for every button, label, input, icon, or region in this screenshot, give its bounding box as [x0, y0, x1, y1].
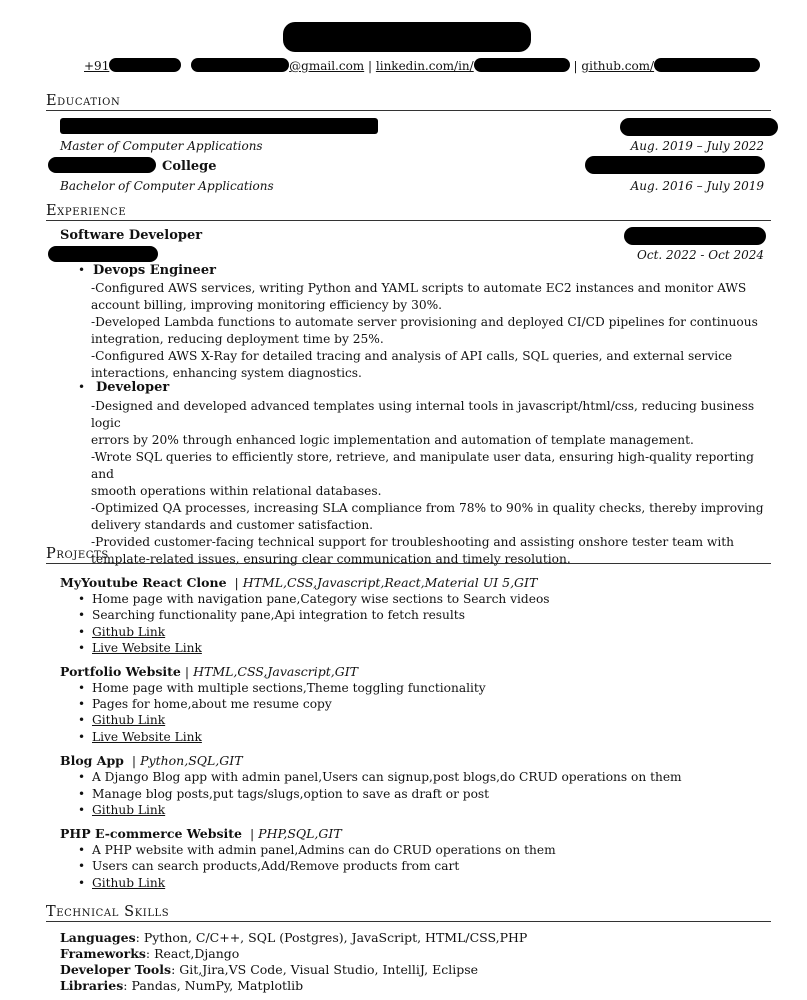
project-tech: HTML,CSS,Javascript,GIT: [193, 664, 359, 679]
education-degree: Bachelor of Computer Applications: [60, 179, 274, 193]
bullet: •: [78, 787, 86, 801]
project-bullet: Searching functionality pane,Api integration to fetch results: [92, 608, 465, 622]
project-name: Blog App: [60, 753, 124, 768]
github-link[interactable]: Github Link: [92, 876, 166, 890]
separator: |: [249, 826, 255, 841]
redacted-company-location: [624, 227, 766, 245]
redacted-university-location: [620, 118, 778, 136]
skill-row: [60, 978, 303, 993]
project-bullet: Manage blog posts,put tags/slugs,option to save as draft or post: [92, 787, 490, 801]
section-title-experience: Experience: [46, 203, 771, 221]
separator: |: [573, 59, 578, 73]
job-description: -Configured AWS services, writing Python and YAML scripts to automate EC2 instances and monitor AWS account billing, improving monitoring efficiency by 30%. -Developed Lambda functions to automate server provisioning and deployed CI/CD pipelines for continuous integration, reducing deployment time by 25%. -Configured AWS X-Ray for detailed tracing and analysis of API calls, SQL queries, and external service interactions, enhancing system diagnostics.: [91, 281, 758, 380]
bullet: •: [78, 592, 86, 606]
bullet: •: [78, 876, 86, 890]
job-title: Software Developer: [60, 228, 203, 243]
redacted-university: [60, 118, 378, 134]
redacted-github: [654, 58, 760, 72]
project-tech: Python,SQL,GIT: [140, 753, 243, 768]
skill-row: [60, 946, 239, 961]
redacted-name: [283, 22, 531, 52]
skill-value: : React,Django: [145, 946, 240, 961]
bullet: •: [78, 625, 86, 639]
section-title-projects: Projects: [46, 546, 771, 564]
skill-value: : Pandas, NumPy, Matplotlib: [123, 978, 304, 993]
redacted-company: [48, 246, 158, 262]
project-name: PHP E-commerce Website: [60, 826, 242, 841]
email-link[interactable]: @gmail.com: [191, 59, 364, 73]
redacted-phone: [109, 58, 181, 72]
education-dates: Aug. 2016 – July 2019: [630, 179, 764, 193]
project-bullet: A PHP website with admin panel,Admins can do CRUD operations on them: [92, 843, 556, 857]
bullet: •: [78, 263, 86, 277]
project-bullet: Users can search products,Add/Remove products from cart: [92, 859, 460, 873]
linkedin-link[interactable]: linkedin.com/in/: [376, 59, 570, 73]
skill-value: : Git,Jira,VS Code, Visual Studio, IntelliJ, Eclipse: [171, 962, 479, 977]
project-name: MyYoutube React Clone: [60, 575, 227, 590]
redacted-email-user: [191, 58, 289, 72]
bullet: •: [78, 681, 86, 695]
live-website-link[interactable]: Live Website Link: [92, 641, 202, 655]
separator: |: [368, 59, 373, 73]
github-link[interactable]: Github Link: [92, 625, 166, 639]
job-dates: Oct. 2022 - Oct 2024: [637, 248, 764, 262]
skill-row: [60, 962, 478, 977]
project-tech: PHP,SQL,GIT: [258, 826, 342, 841]
bullet: •: [78, 730, 86, 744]
phone-link[interactable]: +91: [84, 59, 110, 73]
skill-row: [60, 930, 527, 945]
bullet: •: [78, 713, 86, 727]
redacted-college-location: [585, 156, 765, 174]
skill-label: Languages: [60, 930, 136, 945]
project-bullet: Home page with multiple sections,Theme toggling functionality: [92, 681, 486, 695]
bullet: •: [78, 843, 86, 857]
project-heading: [60, 664, 358, 679]
project-heading: [60, 575, 537, 590]
section-title-education: Education: [46, 93, 771, 111]
bullet: •: [78, 859, 86, 873]
job-description: -Designed and developed advanced templates using internal tools in javascript/html/css, reducing business logic errors by 20% through enhanced logic implementation and automation of template management. -Wrote SQL queries to efficiently store, retrieve, and manipulate user data, ensuring high-quality reporting and smooth operations within relational databases. -Optimized QA processes, increasing SLA compliance from 78% to 90% in quality checks, thereby improving delivery standards and customer satisfaction. -Provided customer-facing technical support for troubleshooting and assisting onshore tester team with template-related issues, ensuring clear communication and timely resolution.: [91, 399, 764, 566]
bullet: •: [78, 641, 86, 655]
skill-label: Libraries: [60, 978, 124, 993]
project-heading: [60, 826, 342, 841]
bullet: •: [78, 608, 86, 622]
education-degree: Master of Computer Applications: [60, 139, 263, 153]
live-website-link[interactable]: Live Website Link: [92, 730, 202, 744]
project-bullet: Home page with navigation pane,Category wise sections to Search videos: [92, 592, 550, 606]
project-tech: HTML,CSS,Javascript,React,Material UI 5,GIT: [242, 575, 538, 590]
skill-label: Developer Tools: [60, 962, 172, 977]
skill-value: : Python, C/C++, SQL (Postgres), JavaScript, HTML/CSS,PHP: [135, 930, 528, 945]
contact-line: [84, 58, 760, 73]
project-bullet: Pages for home,about me resume copy: [92, 697, 332, 711]
bullet: •: [78, 770, 86, 784]
education-school: College: [162, 159, 217, 174]
project-heading: [60, 753, 243, 768]
redacted-linkedin: [474, 58, 570, 72]
bullet: •: [78, 697, 86, 711]
skill-label: Frameworks: [60, 946, 146, 961]
section-title-skills: Technical Skills: [46, 904, 771, 922]
github-link[interactable]: Github Link: [92, 803, 166, 817]
job-subrole: Devops Engineer: [93, 263, 216, 278]
separator: |: [131, 753, 137, 768]
github-link[interactable]: github.com/: [581, 59, 760, 73]
separator: |: [184, 664, 190, 679]
education-dates: Aug. 2019 – July 2022: [630, 139, 764, 153]
project-name: Portfolio Website: [60, 664, 181, 679]
separator: |: [234, 575, 239, 590]
bullet: •: [78, 380, 86, 394]
job-subrole: Developer: [96, 380, 170, 395]
github-link[interactable]: Github Link: [92, 713, 166, 727]
project-bullet: A Django Blog app with admin panel,Users can signup,post blogs,do CRUD operations on them: [92, 770, 682, 784]
bullet: •: [78, 803, 86, 817]
redacted-college: [48, 157, 156, 173]
